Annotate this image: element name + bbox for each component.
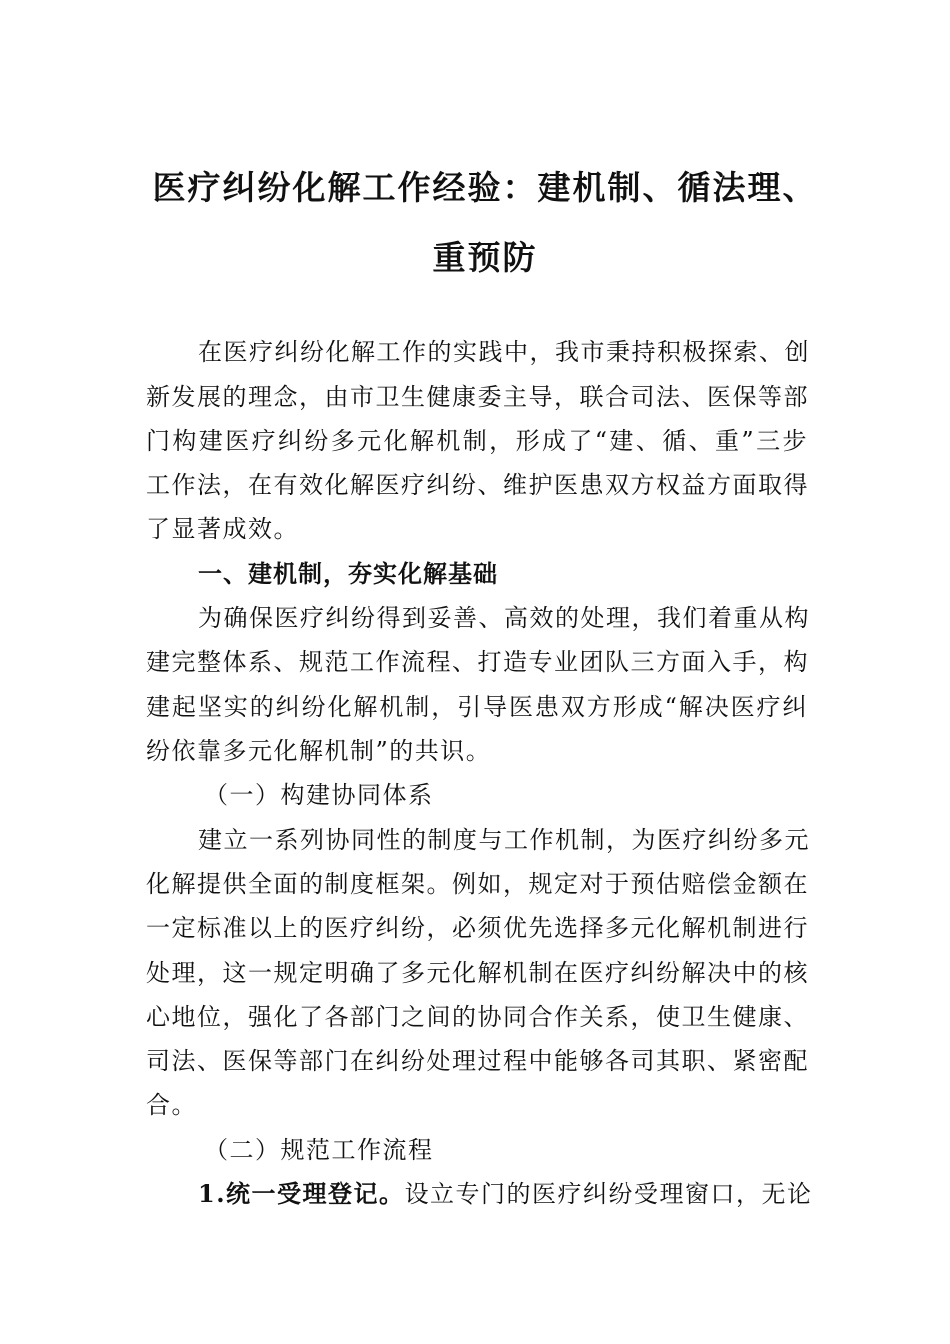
section1-line: 建完整体系、规范工作流程、打造专业团队三方面入手，构 xyxy=(146,648,809,676)
sub1-line: 合。 xyxy=(146,1091,197,1119)
item-line xyxy=(198,1177,813,1211)
item-bold-lead: 1.统一受理登记。 xyxy=(198,1179,405,1208)
sub1-line: 化解提供全面的制度框架。例如，规定对于预估赔偿金额在 xyxy=(146,870,809,898)
sub1-line: 司法、医保等部门在纠纷处理过程中能够各司其职、紧密配 xyxy=(146,1047,809,1075)
section1-line: 为确保医疗纠纷得到妥善、高效的处理，我们着重从构 xyxy=(198,604,810,632)
subsection-heading: （一）构建协同体系 xyxy=(204,781,434,809)
document-title-line-2: 重预防 xyxy=(432,238,538,277)
sub1-line: 建立一系列协同性的制度与工作机制，为医疗纠纷多元 xyxy=(198,826,810,854)
intro-line: 门构建医疗纠纷多元化解机制，形成了“建、循、重”三步 xyxy=(146,427,808,455)
sub1-line: 处理，这一规定明确了多元化解机制在医疗纠纷解决中的核 xyxy=(146,959,809,987)
section1-line: 纷依靠多元化解机制”的共识。 xyxy=(146,737,492,765)
section-heading: 一、建机制，夯实化解基础 xyxy=(198,560,498,588)
section1-line: 建起坚实的纠纷化解机制，引导医患双方形成“解决医疗纠 xyxy=(146,693,808,721)
sub1-line: 心地位，强化了各部门之间的协同合作关系，使卫生健康、 xyxy=(146,1003,809,1031)
item-text: 设立专门的医疗纠纷受理窗口，无论 xyxy=(404,1180,813,1208)
subsection-heading: （二）规范工作流程 xyxy=(204,1136,434,1164)
sub1-line: 一定标准以上的医疗纠纷，必须优先选择多元化解机制进行 xyxy=(146,914,809,942)
intro-line: 工作法，在有效化解医疗纠纷、维护医患双方权益方面取得 xyxy=(146,471,809,499)
document-title-line-1: 医疗纠纷化解工作经验：建机制、循法理、 xyxy=(152,168,818,207)
intro-line: 新发展的理念，由市卫生健康委主导，联合司法、医保等部 xyxy=(146,383,809,411)
intro-line: 了显著成效。 xyxy=(146,515,299,543)
intro-line: 在医疗纠纷化解工作的实践中，我市秉持积极探索、创 xyxy=(198,338,810,366)
